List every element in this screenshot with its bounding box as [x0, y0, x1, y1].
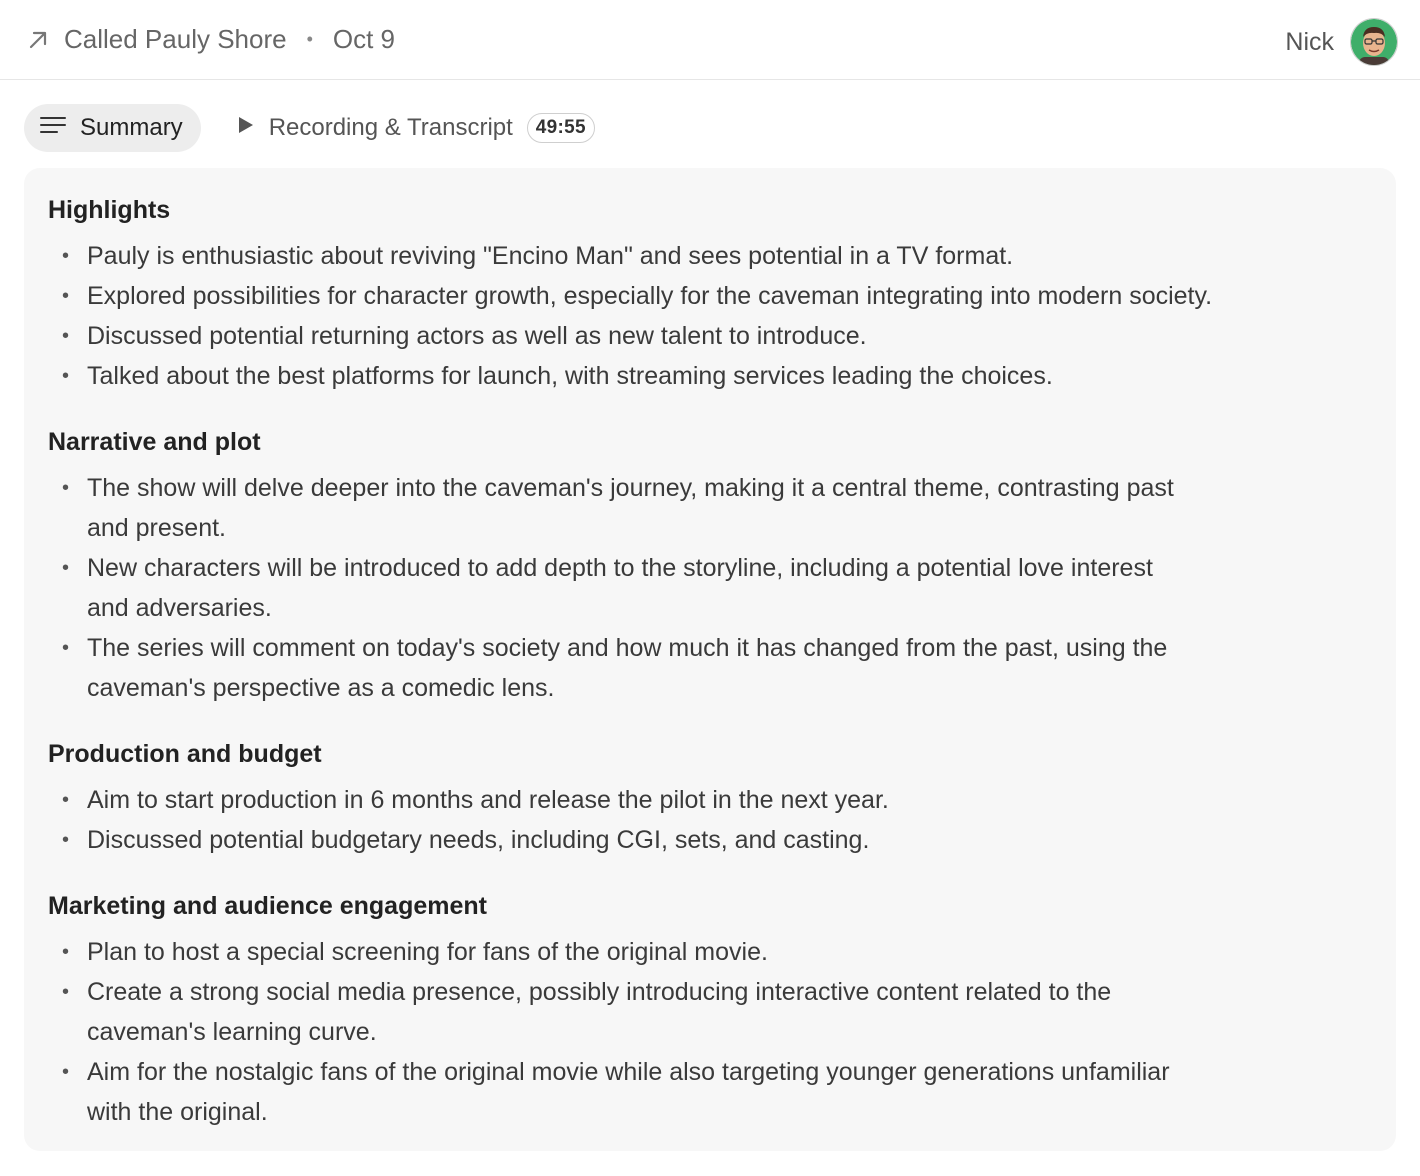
- section-heading: Highlights: [48, 196, 171, 224]
- avatar-memoji-icon: [1351, 19, 1397, 65]
- arrow-up-right-icon: [26, 28, 50, 52]
- call-title-link[interactable]: [26, 24, 395, 55]
- avatar[interactable]: [1350, 18, 1398, 66]
- list-item: • Discussed potential returning actors as well as new talent to introduce.: [48, 316, 1197, 356]
- list-item: • Discussed potential budgetary needs, including CGI, sets, and casting.: [48, 820, 1197, 860]
- tab-recording-transcript[interactable]: [221, 104, 613, 152]
- tab-recording-label: Recording & Transcript: [268, 114, 513, 141]
- list-item: • New characters will be introduced to add depth to the storyline, including a potential love interest and adversaries.: [48, 548, 1197, 628]
- bullet-list: [48, 932, 1372, 1132]
- list-item: • Pauly is enthusiastic about reviving "Encino Man" and sees potential in a TV format.: [48, 236, 1197, 276]
- view-tabs: [24, 104, 613, 152]
- summary-section-marketing: [48, 888, 1372, 1132]
- list-item: • Talked about the best platforms for launch, with streaming services leading the choices.: [48, 356, 1372, 396]
- summary-section-production: [48, 736, 1372, 860]
- call-date: Oct 9: [332, 24, 396, 54]
- bullet-list: [48, 468, 1372, 708]
- list-item: • Aim to start production in 6 months and release the pilot in the next year.: [48, 780, 1197, 820]
- title-separator: •: [306, 29, 313, 49]
- list-item: • The show will delve deeper into the caveman's journey, making it a central theme, contrasting past and present.: [48, 468, 1197, 548]
- list-icon: [40, 114, 66, 142]
- section-heading: Marketing and audience engagement: [48, 892, 487, 920]
- list-item: • Create a strong social media presence, possibly introducing interactive content related to the caveman's learning curve.: [48, 972, 1197, 1052]
- summary-card: [24, 168, 1396, 1151]
- summary-section-narrative: [48, 424, 1372, 708]
- play-icon: [237, 114, 255, 142]
- top-bar: [0, 0, 1420, 80]
- section-heading: Production and budget: [48, 740, 322, 768]
- user-name: Nick: [1285, 27, 1334, 56]
- section-heading: Narrative and plot: [48, 428, 261, 456]
- bullet-list: [48, 236, 1372, 396]
- duration-badge: 49:55: [527, 113, 595, 143]
- bullet-list: [48, 780, 1372, 860]
- list-item: • Plan to host a special screening for fans of the original movie.: [48, 932, 1197, 972]
- tab-summary[interactable]: [24, 104, 201, 152]
- user-menu[interactable]: [1285, 18, 1398, 66]
- list-item: • Aim for the nostalgic fans of the original movie while also targeting younger generations unfamiliar with the original.: [48, 1052, 1197, 1132]
- call-title: Called Pauly Shore: [64, 24, 287, 54]
- tab-summary-label: Summary: [80, 114, 183, 141]
- list-item: • The series will comment on today's society and how much it has changed from the past, using the caveman's perspective as a comedic lens.: [48, 628, 1197, 708]
- summary-section-highlights: [48, 192, 1372, 396]
- list-item: • Explored possibilities for character growth, especially for the caveman integrating into modern society.: [48, 276, 1372, 316]
